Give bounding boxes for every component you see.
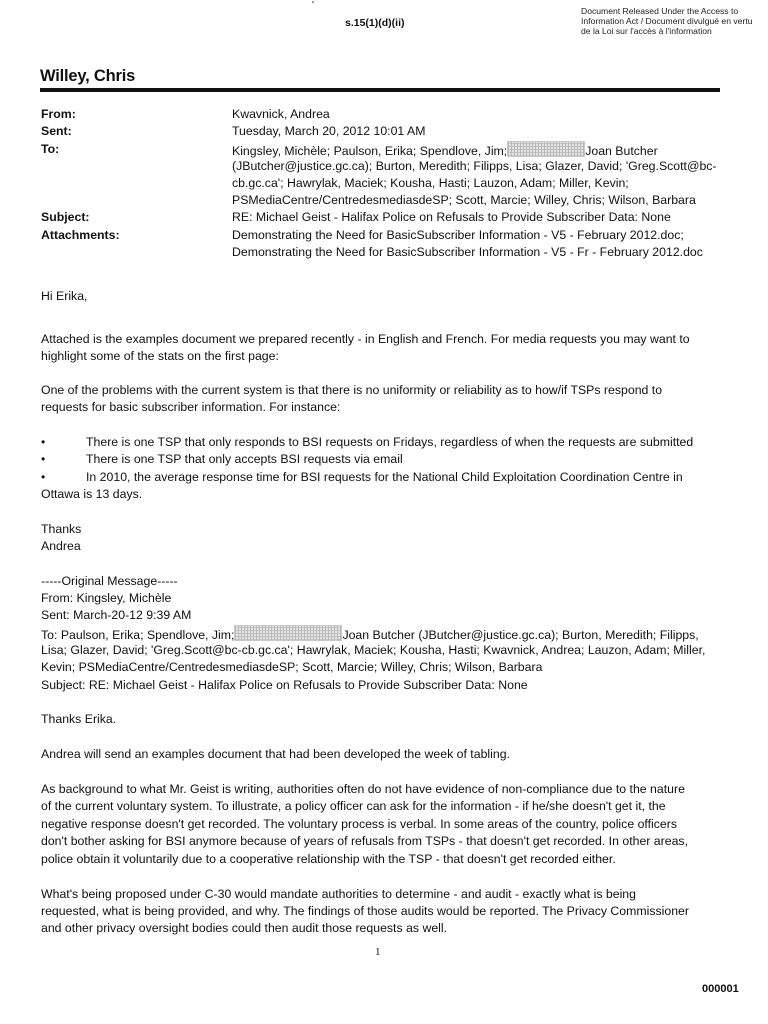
bullet-item: There is one TSP that only accepts BSI requests via email <box>86 452 403 466</box>
bullet-item: In 2010, the average response time for BSI requests for the National Child Exploitation Coordination Centre in <box>86 470 683 484</box>
release-stamp-line: de la Loi sur l'accès à l'information <box>581 26 712 36</box>
original-to-text: Lisa; Glazer, David; 'Greg.Scott@bc-cb.gc.ca'; Hawrylak, Maciek; Kousha, Hasti; Kwavnick, Andrea; Lauzon, Adam; Miller, <box>41 643 706 657</box>
to-recipients-text: (JButcher@justice.gc.ca); Burton, Meredith; Filipps, Lisa; Glazer, David; 'Greg.Scott@bc- <box>232 159 717 173</box>
subject-value: RE: Michael Geist - Halifax Police on Refusals to Provide Subscriber Data: None <box>232 210 671 224</box>
to-label: To: <box>41 142 60 156</box>
bullet-icon: • <box>41 452 46 466</box>
paragraph-line: police obtain it voluntarily due to a cooperative relationship with the TSP - that doesn't get recorded either. <box>41 852 616 866</box>
paragraph-line: don't bother asking for BSI anymore because of years of refusals from TSPs - that doesn't get recorded. In other areas, <box>41 834 688 848</box>
redaction-box <box>234 625 342 641</box>
stray-mark: ' <box>312 0 314 11</box>
bullet-item-continuation: Ottawa is 13 days. <box>41 487 143 501</box>
release-stamp-line: Information Act / Document divulgué en vertu <box>581 16 753 26</box>
subject-label: Subject: <box>41 210 90 224</box>
from-value: Kwavnick, Andrea <box>232 107 330 121</box>
bullet-icon: • <box>41 435 46 449</box>
paragraph-line: As background to what Mr. Geist is writing, authorities often do not have evidence of non-compliance due to the nature <box>41 782 685 796</box>
original-to-text: Kevin; PSMediaCentre/CentredesmediasdeSP; Scott, Marcie; Willey, Chris; Wilson, Barbara <box>41 660 543 674</box>
mailbox-owner-name: Willey, Chris <box>40 67 136 85</box>
original-message-separator: -----Original Message----- <box>41 574 178 588</box>
paragraph-line: requests for basic subscriber information. For instance: <box>41 400 341 414</box>
attachment-link[interactable]: Demonstrating the Need for BasicSubscriber Information - V5 - February 2012.doc; <box>232 228 684 242</box>
release-stamp-line: Document Released Under the Access to <box>581 6 739 16</box>
original-to-text: Joan Butcher (JButcher@justice.gc.ca); Burton, Meredith; Filipps, <box>342 628 699 642</box>
paragraph-line: Attached is the examples document we prepared recently - in English and French. For media requests you may want to <box>41 332 690 346</box>
document-number: 000001 <box>702 983 739 995</box>
original-to-text: To: Paulson, Erika; Spendlove, Jim; <box>41 628 235 642</box>
paragraph-line: requested, what is being provided, and why. The findings of those audits would be reported. The Privacy Commissioner <box>41 904 689 918</box>
to-recipients-text: PSMediaCentre/CentredesmediasdeSP; Scott, Marcie; Willey, Chris; Wilson, Barbara <box>232 193 696 207</box>
original-subject: Subject: RE: Michael Geist - Halifax Police on Refusals to Provide Subscriber Data: None <box>41 678 528 692</box>
attachments-label: Attachments: <box>41 228 120 242</box>
paragraph-line: Andrea will send an examples document that had been developed the week of tabling. <box>41 747 510 761</box>
redaction-box <box>507 141 585 157</box>
paragraph-line: of the current voluntary system. To illustrate, a policy officer can ask for the information - if he/she doesn't get it, the <box>41 799 666 813</box>
signature: Andrea <box>41 539 81 553</box>
paragraph-line: Thanks Erika. <box>41 712 117 726</box>
to-recipients-text: Joan Butcher <box>585 144 658 158</box>
header-rule <box>40 88 720 92</box>
paragraph-line: negative response doesn't get recorded. The voluntary process is verbal. In some areas of the country, police officers <box>41 817 677 831</box>
bullet-icon: • <box>41 470 46 484</box>
greeting: Hi Erika, <box>41 289 88 303</box>
page-number: 1 <box>375 946 381 958</box>
original-from: From: Kingsley, Michèle <box>41 591 172 605</box>
release-stamp <box>581 6 761 36</box>
paragraph-line: highlight some of the stats on the first page: <box>41 349 279 363</box>
bullet-item: There is one TSP that only responds to BSI requests on Fridays, regardless of when the requests are submitted <box>86 435 694 449</box>
sent-label: Sent: <box>41 124 72 138</box>
paragraph-line: and other privacy oversight bodies could then audit those requests as well. <box>41 921 448 935</box>
attachment-link[interactable]: Demonstrating the Need for BasicSubscriber Information - V5 - Fr - February 2012.doc <box>232 245 703 259</box>
closing-thanks: Thanks <box>41 522 82 536</box>
sent-value: Tuesday, March 20, 2012 10:01 AM <box>232 124 426 138</box>
from-label: From: <box>41 107 76 121</box>
paragraph-line: One of the problems with the current system is that there is no uniformity or reliability as to how/if TSPs respond to <box>41 383 663 397</box>
to-recipients-text: Kingsley, Michèle; Paulson, Erika; Spendlove, Jim; <box>232 144 508 158</box>
exemption-code: s.15(1)(d)(ii) <box>345 17 405 29</box>
to-recipients-text: cb.gc.ca'; Hawrylak, Maciek; Kousha, Hasti; Lauzon, Adam; Miller, Kevin; <box>232 176 629 190</box>
original-sent: Sent: March-20-12 9:39 AM <box>41 608 192 622</box>
paragraph-line: What's being proposed under C-30 would mandate authorities to determine - and audit - exactly what is being <box>41 887 636 901</box>
